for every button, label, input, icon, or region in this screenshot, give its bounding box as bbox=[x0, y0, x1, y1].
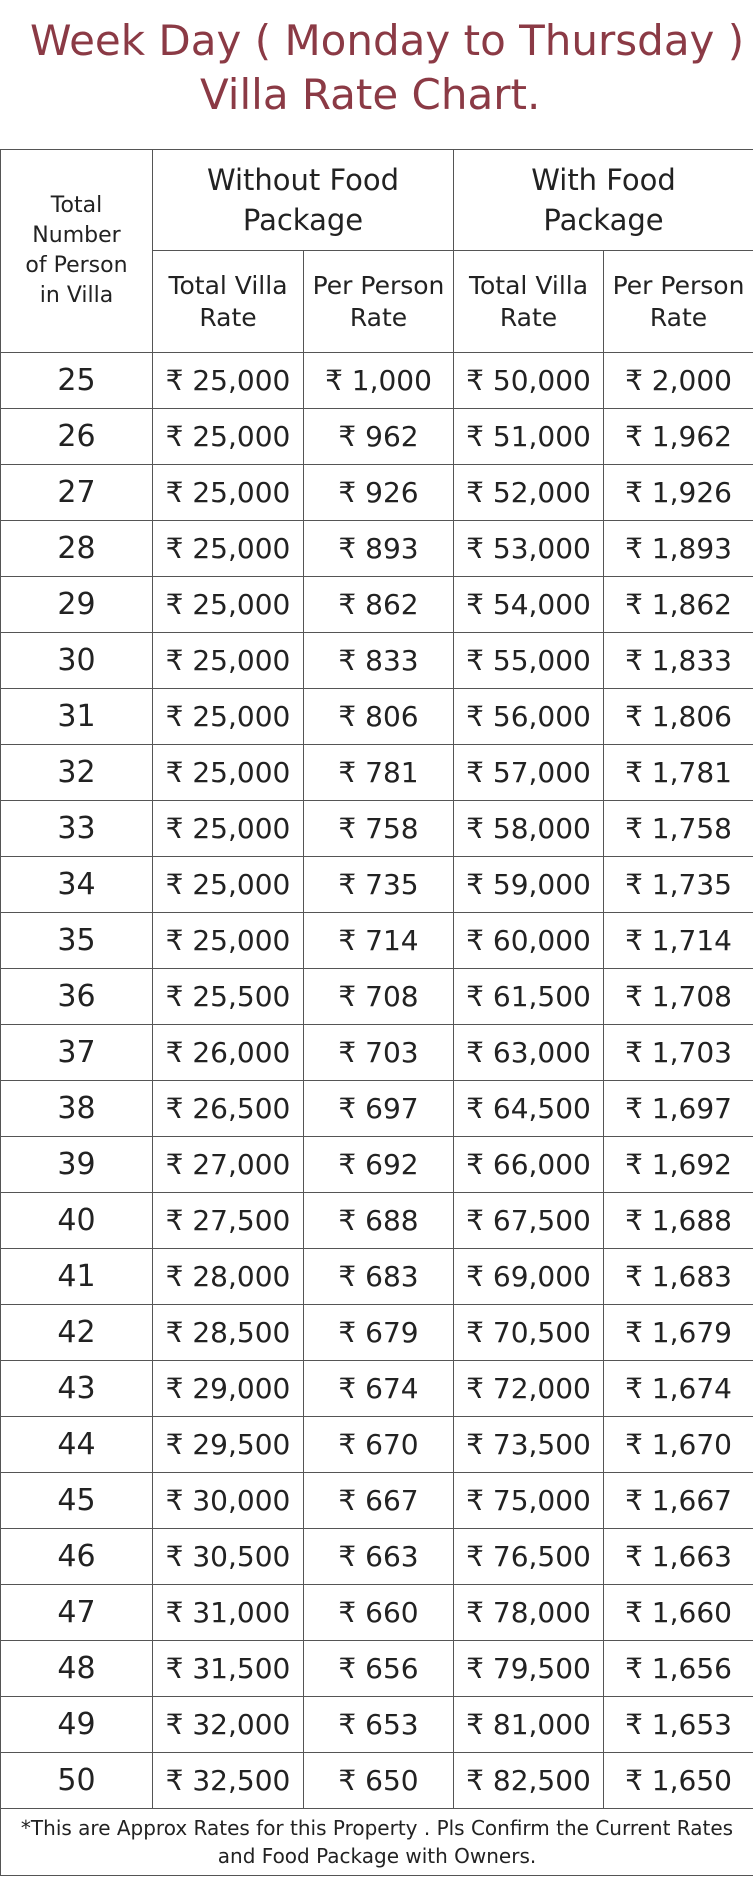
table-row bbox=[1, 1361, 753, 1417]
persons-cell: 37 bbox=[1, 1025, 153, 1081]
with-food-total-rate-cell: ₹ 59,000 bbox=[454, 857, 604, 913]
without-food-total-rate-cell: ₹ 25,000 bbox=[153, 577, 304, 633]
header-w-total-villa-rate: Total Villa Rate bbox=[454, 251, 604, 353]
with-food-total-rate-cell: ₹ 56,000 bbox=[454, 689, 604, 745]
with-food-per-person-rate-cell: ₹ 1,670 bbox=[604, 1417, 753, 1473]
without-food-total-rate-cell: ₹ 25,000 bbox=[153, 745, 304, 801]
footnote-line-1: *This are Approx Rates for this Property . Pls Confirm the Current Rates bbox=[20, 1816, 734, 1840]
table-row bbox=[1, 465, 753, 521]
table-row bbox=[1, 521, 753, 577]
persons-cell: 25 bbox=[1, 353, 153, 409]
persons-cell: 39 bbox=[1, 1137, 153, 1193]
title-line-2: Villa Rate Chart. bbox=[200, 70, 541, 119]
persons-cell: 45 bbox=[1, 1473, 153, 1529]
table-row bbox=[1, 1585, 753, 1641]
with-food-per-person-rate-cell: ₹ 1,962 bbox=[604, 409, 753, 465]
persons-cell: 47 bbox=[1, 1585, 153, 1641]
with-food-total-rate-cell: ₹ 81,000 bbox=[454, 1697, 604, 1753]
with-food-total-rate-cell: ₹ 69,000 bbox=[454, 1249, 604, 1305]
with-food-per-person-rate-cell: ₹ 2,000 bbox=[604, 353, 753, 409]
header-wo-total-villa-rate: Total Villa Rate bbox=[153, 251, 304, 353]
with-food-total-rate-cell: ₹ 73,500 bbox=[454, 1417, 604, 1473]
table-row bbox=[1, 1697, 753, 1753]
without-food-per-person-rate-cell: ₹ 667 bbox=[304, 1473, 454, 1529]
without-food-total-rate-cell: ₹ 25,000 bbox=[153, 689, 304, 745]
without-food-total-rate-cell: ₹ 27,500 bbox=[153, 1193, 304, 1249]
without-food-per-person-rate-cell: ₹ 926 bbox=[304, 465, 454, 521]
with-food-per-person-rate-cell: ₹ 1,926 bbox=[604, 465, 753, 521]
without-food-per-person-rate-cell: ₹ 962 bbox=[304, 409, 454, 465]
with-food-total-rate-cell: ₹ 52,000 bbox=[454, 465, 604, 521]
with-food-per-person-rate-cell: ₹ 1,708 bbox=[604, 969, 753, 1025]
without-food-per-person-rate-cell: ₹ 656 bbox=[304, 1641, 454, 1697]
without-food-per-person-rate-cell: ₹ 653 bbox=[304, 1697, 454, 1753]
persons-cell: 33 bbox=[1, 801, 153, 857]
with-food-per-person-rate-cell: ₹ 1,806 bbox=[604, 689, 753, 745]
persons-cell: 48 bbox=[1, 1641, 153, 1697]
with-food-per-person-rate-cell: ₹ 1,862 bbox=[604, 577, 753, 633]
without-food-per-person-rate-cell: ₹ 758 bbox=[304, 801, 454, 857]
without-food-per-person-rate-cell: ₹ 692 bbox=[304, 1137, 454, 1193]
without-food-per-person-rate-cell: ₹ 806 bbox=[304, 689, 454, 745]
rate-table-body bbox=[1, 353, 753, 1809]
without-food-total-rate-cell: ₹ 26,000 bbox=[153, 1025, 304, 1081]
without-food-total-rate-cell: ₹ 25,000 bbox=[153, 633, 304, 689]
with-food-per-person-rate-cell: ₹ 1,674 bbox=[604, 1361, 753, 1417]
without-food-per-person-rate-cell: ₹ 660 bbox=[304, 1585, 454, 1641]
without-food-total-rate-cell: ₹ 31,000 bbox=[153, 1585, 304, 1641]
with-food-total-rate-cell: ₹ 50,000 bbox=[454, 353, 604, 409]
table-row bbox=[1, 1249, 753, 1305]
with-food-per-person-rate-cell: ₹ 1,714 bbox=[604, 913, 753, 969]
without-food-per-person-rate-cell: ₹ 674 bbox=[304, 1361, 454, 1417]
persons-cell: 50 bbox=[1, 1753, 153, 1809]
with-food-total-rate-cell: ₹ 60,000 bbox=[454, 913, 604, 969]
persons-cell: 29 bbox=[1, 577, 153, 633]
footnote-line-2: and Food Package with Owners. bbox=[217, 1844, 537, 1868]
without-food-total-rate-cell: ₹ 25,000 bbox=[153, 521, 304, 577]
with-food-total-rate-cell: ₹ 53,000 bbox=[454, 521, 604, 577]
with-food-total-rate-cell: ₹ 70,500 bbox=[454, 1305, 604, 1361]
without-food-total-rate-cell: ₹ 32,000 bbox=[153, 1697, 304, 1753]
persons-cell: 41 bbox=[1, 1249, 153, 1305]
with-food-per-person-rate-cell: ₹ 1,703 bbox=[604, 1025, 753, 1081]
without-food-per-person-rate-cell: ₹ 688 bbox=[304, 1193, 454, 1249]
with-food-per-person-rate-cell: ₹ 1,688 bbox=[604, 1193, 753, 1249]
with-food-per-person-rate-cell: ₹ 1,781 bbox=[604, 745, 753, 801]
without-food-total-rate-cell: ₹ 26,500 bbox=[153, 1081, 304, 1137]
persons-cell: 32 bbox=[1, 745, 153, 801]
with-food-total-rate-cell: ₹ 76,500 bbox=[454, 1529, 604, 1585]
with-food-total-rate-cell: ₹ 55,000 bbox=[454, 633, 604, 689]
with-food-per-person-rate-cell: ₹ 1,735 bbox=[604, 857, 753, 913]
without-food-total-rate-cell: ₹ 25,000 bbox=[153, 409, 304, 465]
table-row bbox=[1, 745, 753, 801]
persons-cell: 42 bbox=[1, 1305, 153, 1361]
table-row bbox=[1, 1193, 753, 1249]
table-row bbox=[1, 1305, 753, 1361]
persons-cell: 49 bbox=[1, 1697, 153, 1753]
without-food-total-rate-cell: ₹ 32,500 bbox=[153, 1753, 304, 1809]
title-line-1: Week Day ( Monday to Thursday ) bbox=[30, 16, 745, 65]
persons-cell: 30 bbox=[1, 633, 153, 689]
with-food-total-rate-cell: ₹ 82,500 bbox=[454, 1753, 604, 1809]
with-food-total-rate-cell: ₹ 72,000 bbox=[454, 1361, 604, 1417]
persons-cell: 35 bbox=[1, 913, 153, 969]
persons-cell: 40 bbox=[1, 1193, 153, 1249]
without-food-per-person-rate-cell: ₹ 781 bbox=[304, 745, 454, 801]
with-food-total-rate-cell: ₹ 78,000 bbox=[454, 1585, 604, 1641]
with-food-per-person-rate-cell: ₹ 1,683 bbox=[604, 1249, 753, 1305]
with-food-per-person-rate-cell: ₹ 1,660 bbox=[604, 1585, 753, 1641]
with-food-total-rate-cell: ₹ 79,500 bbox=[454, 1641, 604, 1697]
header-w-per-person-rate: Per Person Rate bbox=[604, 251, 753, 353]
header-without-food: Without Food Package bbox=[153, 150, 454, 251]
without-food-total-rate-cell: ₹ 28,000 bbox=[153, 1249, 304, 1305]
without-food-total-rate-cell: ₹ 25,000 bbox=[153, 465, 304, 521]
persons-cell: 43 bbox=[1, 1361, 153, 1417]
table-row bbox=[1, 1025, 753, 1081]
without-food-per-person-rate-cell: ₹ 650 bbox=[304, 1753, 454, 1809]
persons-cell: 31 bbox=[1, 689, 153, 745]
without-food-total-rate-cell: ₹ 30,500 bbox=[153, 1529, 304, 1585]
without-food-per-person-rate-cell: ₹ 1,000 bbox=[304, 353, 454, 409]
header-wo-per-person-rate: Per Person Rate bbox=[304, 251, 454, 353]
with-food-total-rate-cell: ₹ 54,000 bbox=[454, 577, 604, 633]
without-food-total-rate-cell: ₹ 29,000 bbox=[153, 1361, 304, 1417]
with-food-total-rate-cell: ₹ 75,000 bbox=[454, 1473, 604, 1529]
without-food-total-rate-cell: ₹ 25,000 bbox=[153, 801, 304, 857]
without-food-total-rate-cell: ₹ 28,500 bbox=[153, 1305, 304, 1361]
without-food-total-rate-cell: ₹ 31,500 bbox=[153, 1641, 304, 1697]
table-row bbox=[1, 1081, 753, 1137]
with-food-per-person-rate-cell: ₹ 1,656 bbox=[604, 1641, 753, 1697]
with-food-total-rate-cell: ₹ 67,500 bbox=[454, 1193, 604, 1249]
table-row bbox=[1, 801, 753, 857]
header-row-groups bbox=[1, 150, 753, 251]
table-row bbox=[1, 1417, 753, 1473]
with-food-per-person-rate-cell: ₹ 1,758 bbox=[604, 801, 753, 857]
without-food-total-rate-cell: ₹ 29,500 bbox=[153, 1417, 304, 1473]
table-row bbox=[1, 1137, 753, 1193]
persons-cell: 44 bbox=[1, 1417, 153, 1473]
with-food-per-person-rate-cell: ₹ 1,663 bbox=[604, 1529, 753, 1585]
with-food-per-person-rate-cell: ₹ 1,692 bbox=[604, 1137, 753, 1193]
with-food-total-rate-cell: ₹ 66,000 bbox=[454, 1137, 604, 1193]
with-food-per-person-rate-cell: ₹ 1,679 bbox=[604, 1305, 753, 1361]
table-row bbox=[1, 409, 753, 465]
without-food-total-rate-cell: ₹ 27,000 bbox=[153, 1137, 304, 1193]
table-row bbox=[1, 689, 753, 745]
table-row bbox=[1, 1753, 753, 1809]
persons-cell: 26 bbox=[1, 409, 153, 465]
with-food-total-rate-cell: ₹ 51,000 bbox=[454, 409, 604, 465]
persons-cell: 36 bbox=[1, 969, 153, 1025]
persons-cell: 38 bbox=[1, 1081, 153, 1137]
without-food-per-person-rate-cell: ₹ 703 bbox=[304, 1025, 454, 1081]
without-food-per-person-rate-cell: ₹ 735 bbox=[304, 857, 454, 913]
header-with-food: With Food Package bbox=[454, 150, 753, 251]
with-food-total-rate-cell: ₹ 57,000 bbox=[454, 745, 604, 801]
header-total-persons: Total Number of Person in Villa bbox=[1, 150, 153, 353]
table-row bbox=[1, 1529, 753, 1585]
without-food-total-rate-cell: ₹ 25,500 bbox=[153, 969, 304, 1025]
without-food-per-person-rate-cell: ₹ 708 bbox=[304, 969, 454, 1025]
persons-cell: 46 bbox=[1, 1529, 153, 1585]
table-row bbox=[1, 633, 753, 689]
without-food-per-person-rate-cell: ₹ 893 bbox=[304, 521, 454, 577]
persons-cell: 27 bbox=[1, 465, 153, 521]
with-food-per-person-rate-cell: ₹ 1,653 bbox=[604, 1697, 753, 1753]
with-food-per-person-rate-cell: ₹ 1,667 bbox=[604, 1473, 753, 1529]
with-food-per-person-rate-cell: ₹ 1,893 bbox=[604, 521, 753, 577]
table-row bbox=[1, 1473, 753, 1529]
with-food-total-rate-cell: ₹ 58,000 bbox=[454, 801, 604, 857]
footnote-row bbox=[1, 1809, 753, 1876]
with-food-per-person-rate-cell: ₹ 1,833 bbox=[604, 633, 753, 689]
with-food-per-person-rate-cell: ₹ 1,650 bbox=[604, 1753, 753, 1809]
without-food-per-person-rate-cell: ₹ 679 bbox=[304, 1305, 454, 1361]
with-food-total-rate-cell: ₹ 63,000 bbox=[454, 1025, 604, 1081]
without-food-total-rate-cell: ₹ 30,000 bbox=[153, 1473, 304, 1529]
footnote bbox=[1, 1809, 753, 1876]
with-food-per-person-rate-cell: ₹ 1,697 bbox=[604, 1081, 753, 1137]
without-food-per-person-rate-cell: ₹ 683 bbox=[304, 1249, 454, 1305]
page-title bbox=[0, 8, 753, 148]
without-food-per-person-rate-cell: ₹ 697 bbox=[304, 1081, 454, 1137]
without-food-per-person-rate-cell: ₹ 663 bbox=[304, 1529, 454, 1585]
without-food-per-person-rate-cell: ₹ 833 bbox=[304, 633, 454, 689]
without-food-per-person-rate-cell: ₹ 714 bbox=[304, 913, 454, 969]
without-food-per-person-rate-cell: ₹ 670 bbox=[304, 1417, 454, 1473]
without-food-total-rate-cell: ₹ 25,000 bbox=[153, 857, 304, 913]
table-row bbox=[1, 857, 753, 913]
persons-cell: 34 bbox=[1, 857, 153, 913]
persons-cell: 28 bbox=[1, 521, 153, 577]
with-food-total-rate-cell: ₹ 64,500 bbox=[454, 1081, 604, 1137]
table-row bbox=[1, 577, 753, 633]
rate-table bbox=[0, 149, 753, 1876]
table-row bbox=[1, 1641, 753, 1697]
without-food-total-rate-cell: ₹ 25,000 bbox=[153, 913, 304, 969]
without-food-per-person-rate-cell: ₹ 862 bbox=[304, 577, 454, 633]
with-food-total-rate-cell: ₹ 61,500 bbox=[454, 969, 604, 1025]
without-food-total-rate-cell: ₹ 25,000 bbox=[153, 353, 304, 409]
table-row bbox=[1, 913, 753, 969]
table-row bbox=[1, 353, 753, 409]
table-row bbox=[1, 969, 753, 1025]
